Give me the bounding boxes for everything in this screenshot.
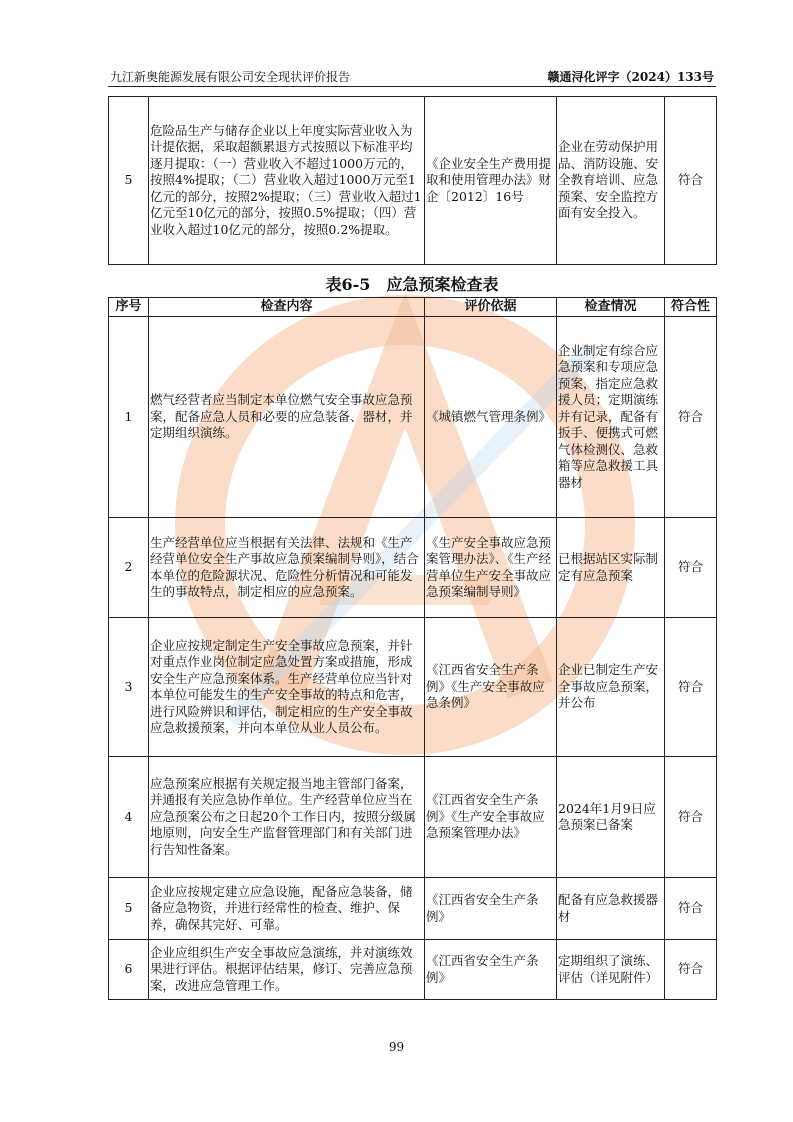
compliance-result: 符合 bbox=[665, 618, 717, 757]
header-content: 检查内容 bbox=[149, 298, 425, 317]
evaluation-basis: 《生产安全事故应急预案管理办法》、《生产经营单位生产安全事故应急预案编制导则》 bbox=[425, 518, 557, 618]
row-number: 3 bbox=[109, 618, 149, 757]
row-number: 6 bbox=[109, 940, 149, 1000]
check-status: 2024年1月9日应急预案已备案 bbox=[557, 757, 665, 878]
row-number: 5 bbox=[109, 878, 149, 940]
check-content: 燃气经营者应当制定本单位燃气安全事故应急预案，配备应急人员和必要的应急装备、器材，并定期组织演练。 bbox=[149, 317, 425, 518]
table-row bbox=[109, 97, 717, 265]
header-result: 符合性 bbox=[665, 298, 717, 317]
check-content: 企业应按规定建立应急设施，配备应急装备，储备应急物资，并进行经常性的检查、维护、保养，确保其完好、可靠。 bbox=[149, 878, 425, 940]
check-status: 定期组织了演练、评估（详见附件） bbox=[557, 940, 665, 1000]
row-number: 5 bbox=[109, 97, 149, 265]
previous-table bbox=[108, 96, 717, 265]
table-row bbox=[109, 518, 717, 618]
compliance-result: 符合 bbox=[665, 97, 717, 265]
table-row bbox=[109, 618, 717, 757]
header-company: 九江新奥能源发展有限公司安全现状评价报告 bbox=[110, 70, 351, 84]
compliance-result: 符合 bbox=[665, 878, 717, 940]
check-content: 生产经营单位应当根据有关法律、法规和《生产经营单位安全生产事故应急预案编制导则》，结合本单位的危险源状况、危险性分析情况和可能发生的事故特点，制定相应的应急预案。 bbox=[149, 518, 425, 618]
table-caption: 表6-5 应急预案检查表 bbox=[325, 275, 499, 294]
check-content: 企业应组织生产安全事故应急演练，并对演练效果进行评估。根据评估结果，修订、完善应急预案，改进应急管理工作。 bbox=[149, 940, 425, 1000]
compliance-result: 符合 bbox=[665, 940, 717, 1000]
check-status: 已根据站区实际制定有应急预案 bbox=[557, 518, 665, 618]
header-no: 序号 bbox=[109, 298, 149, 317]
header-status: 检查情况 bbox=[557, 298, 665, 317]
page-header bbox=[108, 66, 716, 87]
compliance-result: 符合 bbox=[665, 757, 717, 878]
check-status: 配备有应急救援器材 bbox=[557, 878, 665, 940]
evaluation-basis: 《企业安全生产费用提取和使用管理办法》财企〔2012〕16号 bbox=[425, 97, 557, 265]
page-number: 99 bbox=[388, 1040, 405, 1054]
emergency-plan-table bbox=[108, 297, 717, 1000]
compliance-result: 符合 bbox=[665, 317, 717, 518]
evaluation-basis: 《江西省安全生产条例》 bbox=[425, 940, 557, 1000]
evaluation-basis: 《江西省安全生产条例》 bbox=[425, 878, 557, 940]
table-row bbox=[109, 757, 717, 878]
check-status: 企业制定有综合应急预案和专项应急预案，指定应急救援人员；定期演练并有记录，配备有扳手、便携式可燃气体检测仪、急救箱等应急救援工具器材 bbox=[557, 317, 665, 518]
check-content: 企业应按规定制定生产安全事故应急预案，并针对重点作业岗位制定应急处置方案或措施，形成安全生产应急预案体系。生产经营单位应当针对本单位可能发生的生产安全事故的特点和危害，进行风险辨识和评估，制定相应的生产安全事故应急救援预案，并向本单位从业人员公布。 bbox=[149, 618, 425, 757]
check-status: 企业在劳动保护用品、消防设施、安全教育培训、应急预案、安全监控方面有安全投入。 bbox=[557, 97, 665, 265]
table-row bbox=[109, 878, 717, 940]
check-content: 危险品生产与储存企业以上年度实际营业收入为计提依据，采取超额累退方式按照以下标准平均逐月提取：（一）营业收入不超过1000万元的，按照4%提取；（二）营业收入超过1000万元至1亿元的部分，按照2%提取；（三）营业收入超过1亿元至10亿元的部分，按照0.5%提取；（四）营业收入超过10亿元的部分，按照0.2%提取。 bbox=[149, 97, 425, 265]
table-header-row bbox=[109, 298, 717, 317]
header-doc-number: 赣通浔化评字（2024）133号 bbox=[547, 70, 714, 84]
compliance-result: 符合 bbox=[665, 518, 717, 618]
evaluation-basis: 《江西省安全生产条例》《生产安全事故应急条例》 bbox=[425, 618, 557, 757]
table-row bbox=[109, 940, 717, 1000]
evaluation-basis: 《江西省安全生产条例》《生产安全事故应急预案管理办法》 bbox=[425, 757, 557, 878]
row-number: 1 bbox=[109, 317, 149, 518]
table-row bbox=[109, 317, 717, 518]
evaluation-basis: 《城镇燃气管理条例》 bbox=[425, 317, 557, 518]
check-content: 应急预案应根据有关规定报当地主管部门备案，并通报有关应急协作单位。生产经营单位应当在应急预案公布之日起20个工作日内，按照分级属地原则，向安全生产监督管理部门和有关部门进行告知性备案。 bbox=[149, 757, 425, 878]
header-basis: 评价依据 bbox=[425, 298, 557, 317]
check-status: 企业已制定生产安全事故应急预案，并公布 bbox=[557, 618, 665, 757]
row-number: 4 bbox=[109, 757, 149, 878]
row-number: 2 bbox=[109, 518, 149, 618]
